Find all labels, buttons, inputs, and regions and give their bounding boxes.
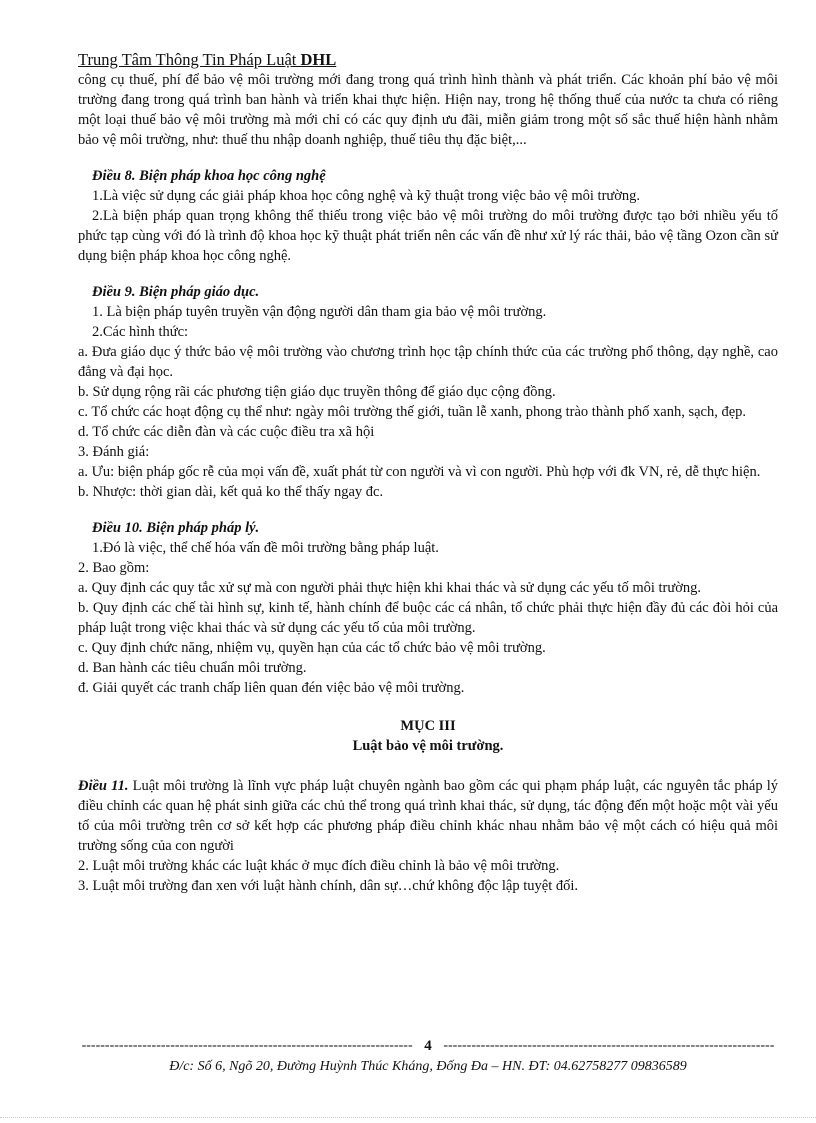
intro-paragraph: công cụ thuế, phí để bảo vệ môi trường mới đang trong quá trình hình thành và phát triển. Các khoản phí bảo vệ môi trường đang trong quá trình ban hành và triển khai thực hiện. Hiện nay, trong hệ thống thuế của nước ta chưa có riêng một loại thuế bảo vệ môi trường mà mới chỉ có các quy định ưu đãi, miễn giảm trong một số sắc thuế hiện hành nhằm bảo vệ môi trường, như: thuế thu nhập doanh nghiệp, thuế tiêu thụ đặc biệt,... (78, 72, 778, 148)
article-11-label: Điều 11. (78, 778, 129, 794)
article-8-title: Điều 8. Biện pháp khoa học công nghệ (92, 168, 326, 184)
article-9-line: d. Tổ chức các diễn đàn và các cuộc điều tra xã hội (78, 424, 375, 440)
article-11-line: 3. Luật môi trường đan xen với luật hành chính, dân sự…chứ không độc lập tuyệt đối. (78, 878, 579, 894)
article-9-title: Điều 9. Biện pháp giáo dục. (92, 284, 260, 300)
page-header (78, 50, 778, 70)
footer-dashes-left: ----------------------------------------------------------------------- (81, 1038, 413, 1053)
article-9-line: 2.Các hình thức: (92, 324, 189, 340)
article-10-line: 2. Bao gồm: (78, 560, 150, 576)
article-10-line: c. Quy định chức năng, nhiệm vụ, quyền hạn của các tổ chức bảo vệ môi trường. (78, 640, 546, 656)
article-10-line: d. Ban hành các tiêu chuẩn môi trường. (78, 660, 307, 676)
section-title: Luật bảo vệ môi trường. (352, 738, 504, 754)
article-9-line: a. Ưu: biện pháp gốc rễ của mọi vấn đề, xuất phát từ con người và vì con người. Phù hợp với đk VN, rẻ, dễ thực hiện. (78, 464, 761, 480)
article-11-line: 2. Luật môi trường khác các luật khác ở mục đích điều chỉnh là bảo vệ môi trường. (78, 858, 560, 874)
footer-dashes-right: ----------------------------------------------------------------------- (443, 1038, 775, 1053)
article-11-text: Luật môi trường là lĩnh vực pháp luật chuyên ngành bao gồm các qui phạm pháp luật, các nguyên tắc pháp lý điều chỉnh các quan hệ phát sinh giữa các chủ thể trong quá trình khai thác, sử dụng, tác động đến một hoặc một vài yếu tố của môi trường trên cơ sở kết hợp các phương pháp điều chỉnh khác nhau nhằm bảo vệ một cách có hiệu quả môi trường sống của con người (78, 778, 778, 854)
article-10-line: 1.Đó là việc, thể chế hóa vấn đề môi trường bằng pháp luật. (92, 540, 439, 556)
article-10-line: đ. Giải quyết các tranh chấp liên quan đén việc bảo vệ môi trường. (78, 680, 465, 696)
page-bottom-divider (0, 1117, 816, 1118)
article-11-paragraph (78, 776, 778, 856)
article-9-line: b. Sử dụng rộng rãi các phương tiện giáo dục truyền thông để giáo dục cộng đồng. (78, 384, 556, 400)
article-10-title: Điều 10. Biện pháp pháp lý. (92, 520, 260, 536)
header-title-prefix: Trung Tâm Thông Tin Pháp Luật (78, 50, 301, 69)
article-10-line: a. Quy định các quy tắc xử sự mà con người phải thực hiện khi khai thác và sử dụng các yếu tố môi trường. (78, 580, 702, 596)
article-9-line: c. Tổ chức các hoạt động cụ thể như: ngày môi trường thế giới, tuần lễ xanh, phong trào thành phố xanh, sạch, đẹp. (78, 404, 747, 420)
page-footer (78, 1037, 778, 1075)
article-8-point-1: 1.Là việc sử dụng các giải pháp khoa học công nghệ và kỹ thuật trong việc bảo vệ môi trường. (92, 188, 641, 204)
article-9-line: a. Đưa giáo dục ý thức bảo vệ môi trường vào chương trình học tập chính thức của các trường phổ thông, dạy nghề, cao đẳng và đại học. (78, 344, 778, 380)
page-number: 4 (424, 1038, 432, 1054)
header-brand: DHL (300, 50, 337, 69)
document-page (78, 50, 778, 896)
article-10-line: b. Quy định các chế tài hình sự, kinh tế, hành chính để buộc các cá nhân, tổ chức phải thực hiện đầy đủ các đòi hỏi của pháp luật trong việc khai thác và sử dụng các yếu tố của môi trường. (78, 600, 778, 636)
article-9-line: b. Nhược: thời gian dài, kết quả ko thể thấy ngay đc. (78, 484, 384, 500)
section-label: MỤC III (400, 718, 456, 734)
article-9-line: 3. Đánh giá: (78, 444, 150, 460)
article-9-line: 1. Là biện pháp tuyên truyền vận động người dân tham gia bảo vệ môi trường. (92, 304, 547, 320)
article-8-point-2: 2.Là biện pháp quan trọng không thể thiếu trong việc bảo vệ môi trường do môi trường được tạo bởi nhiều yếu tố phức tạp cùng với đó là trình độ khoa học kỹ thuật phát triển nên các vấn đề như xử lý rác thải, bảo vệ tầng Ozon cần sử dụng biện pháp khoa học công nghệ. (78, 208, 778, 264)
footer-address: Đ/c: Số 6, Ngõ 20, Đường Huỳnh Thúc Kháng, Đống Đa – HN. ĐT: 04.62758277 09836589 (169, 1059, 687, 1074)
footer-rule (78, 1037, 778, 1055)
